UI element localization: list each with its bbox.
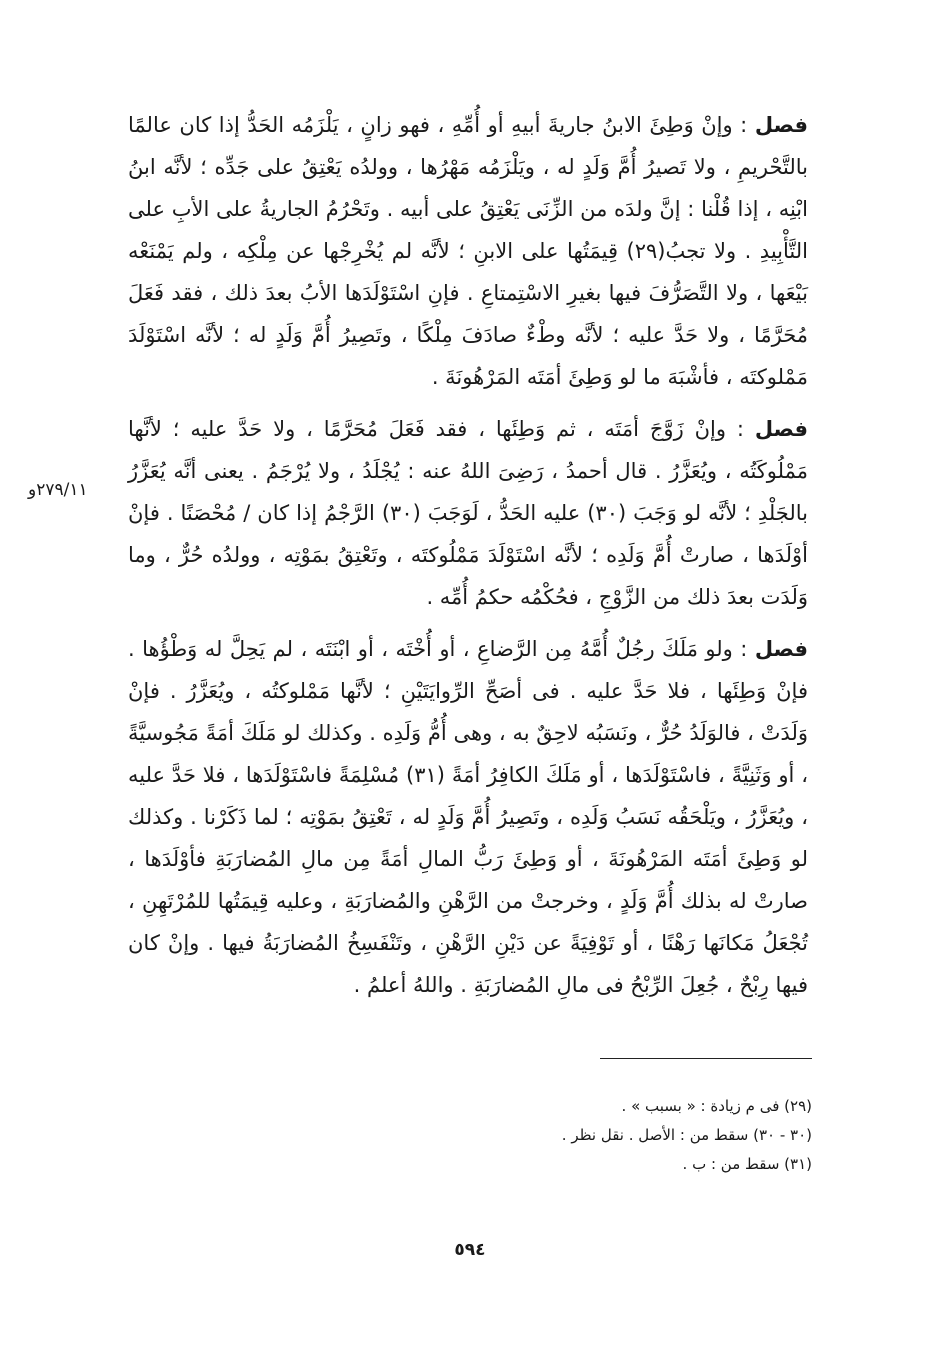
paragraph bbox=[128, 628, 808, 1006]
paragraph-text: : وإنْ وَطِئَ الابنُ جاريةَ أبيهِ أو أُمِّهِ ، فهو زانٍ ، يَلْزَمُه الحَدُّ إذا كان عالمًا بالتَّحْريمِ ، ولا تَصيرُ أُمَّ وَلَدٍ له ، ويَلْزَمُه مَهْرُها ، وولدُه يَعْتِقُ على جَدِّه ؛ لأنَّه ابنُ ابْنِه ، إذا قُلْنا : إنَّ ولدَه من الزِّنَى يَعْتِقُ على أبيه . وتَحْرُمُ الجاريةُ على الأبِ على التَّأْبِيدِ . ولا تجبُ(٢٩) قِيمَتُها على الابنِ ؛ لأنَّه لم يُخْرِجْها عن مِلْكِه ، ولم يَمْنَعْه بَيْعَها ، ولا التَّصَرُّفَ فيها بغيرِ الاسْتِمتاعِ . فإنِ اسْتَوْلَدَها الأبُ بعدَ ذلك ، فقد فَعَلَ مُحَرَّمًا ، ولا حَدَّ عليه ؛ لأنَّه وطْءٌ صادَفَ مِلْكًا ، وتَصِيرُ أُمَّ وَلَدٍ له ؛ لأنَّه اسْتَوْلَدَ مَمْلوكتَه ، فأشْبَهَ ما لو وَطِئَ أمَتَه المَرْهُونَةَ . bbox=[128, 113, 808, 389]
paragraph-text: : ولو مَلَكَ رجُلٌ أُمَّهُ مِن الرَّضاعِ ، أو أُخْتَه ، أو ابْنَتَه ، لم يَحِلَّ له وَطْؤُها . فإنْ وَطِئَها ، فلا حَدَّ عليه . فى أصَحِّ الرِّوايَتَيْنِ ؛ لأنَّها مَمْلوكتُه ، ويُعَزَّرُ . فإنْ وَلَدَتْ ، فالوَلَدُ حُرٌّ ، ونَسَبُه لاحِقٌ به ، وهى أُمُّ وَلَدِه . وكذلك لو مَلَكَ أمَةً مَجُوسيَّةً ، أو وَثَنِيَّةً ، فاسْتَوْلَدَها ، أو مَلَكَ الكافِرُ أمَةً (٣١) مُسْلِمَةً فاسْتَوْلَدَها ، فلا حَدَّ عليه ، ويُعَزَّرُ ، ويَلْحَقُه نَسَبُ وَلَدِه ، وتَصِيرُ أُمَّ وَلَدٍ له ، تَعْتِقُ بمَوْتِه ؛ لما ذَكَرْنا . وكذلك لو وَطِئَ أمَتَه المَرْهُونَةَ ، أو وَطِئَ رَبُّ المالِ أمَةً مِن مالِ المُضارَبَةِ فأوْلَدَها ، صارتْ له بذلك أُمَّ وَلَدٍ ، وخرجتْ من الرَّهْنِ والمُضارَبَةِ ، وعليه قِيمَتُها للمُرْتَهِنِ ، تُجْعَلُ مَكانَها رَهْنًا ، أو تَوْفِيَةً عن دَيْنِ الرَّهْنِ ، وتَنْفَسِخُ المُضارَبَةُ فيها . وإنْ كان فيها رِبْحٌ ، جُعِلَ الرِّبْحُ فى مالِ المُضارَبَةِ . واللهُ أعلمُ . bbox=[128, 637, 808, 997]
footnote: (٣١) سقط من : ب . bbox=[682, 1155, 812, 1173]
section-keyword: فصل bbox=[754, 113, 808, 137]
footnote-divider bbox=[600, 1058, 812, 1059]
section-keyword: فصل bbox=[754, 417, 808, 441]
paragraph bbox=[128, 408, 808, 618]
footnote: (٢٩) فى م زيادة : « بسبب » . bbox=[621, 1097, 812, 1115]
page-number: ٥٩٤ bbox=[454, 1240, 486, 1260]
paragraph-text: : وإنْ زَوَّجَ أمَتَه ، ثم وَطِئَها ، فقد فَعَلَ مُحَرَّمًا ، ولا حَدَّ عليه ؛ لأنَّها مَمْلُوكَتُه ، ويُعَزَّرُ . قال أحمدُ ، رَضِىَ اللهُ عنه : يُجْلَدُ ، ولا يُرْجَمُ . يعنى أنَّه يُعَزَّرُ بالجَلْدِ ؛ لأنَّه لو وَجَبَ (٣٠) عليه الحَدُّ ، لَوَجَبَ (٣٠) الرَّجْمُ إذا كان / مُحْصَنًا . فإنْ أوْلَدَها ، صارتْ أُمَّ وَلَدِه ؛ لأنَّه اسْتَوْلَدَ مَمْلُوكتَه ، وتَعْتِقُ بمَوْتِه ، وولدُه حُرٌّ ، وما وَلَدَت بعدَ ذلك من الزَّوْجِ ، فحُكْمُه حكمُ أُمِّه . bbox=[128, 417, 808, 609]
section-keyword: فصل bbox=[754, 637, 808, 661]
footnote: (٣٠ - ٣٠) سقط من : الأصل . نقل نظر . bbox=[561, 1126, 812, 1144]
main-text bbox=[128, 104, 808, 1016]
footnotes bbox=[420, 1092, 812, 1179]
margin-folio-reference: ٢٧٩/١١و bbox=[28, 480, 88, 500]
paragraph bbox=[128, 104, 808, 398]
